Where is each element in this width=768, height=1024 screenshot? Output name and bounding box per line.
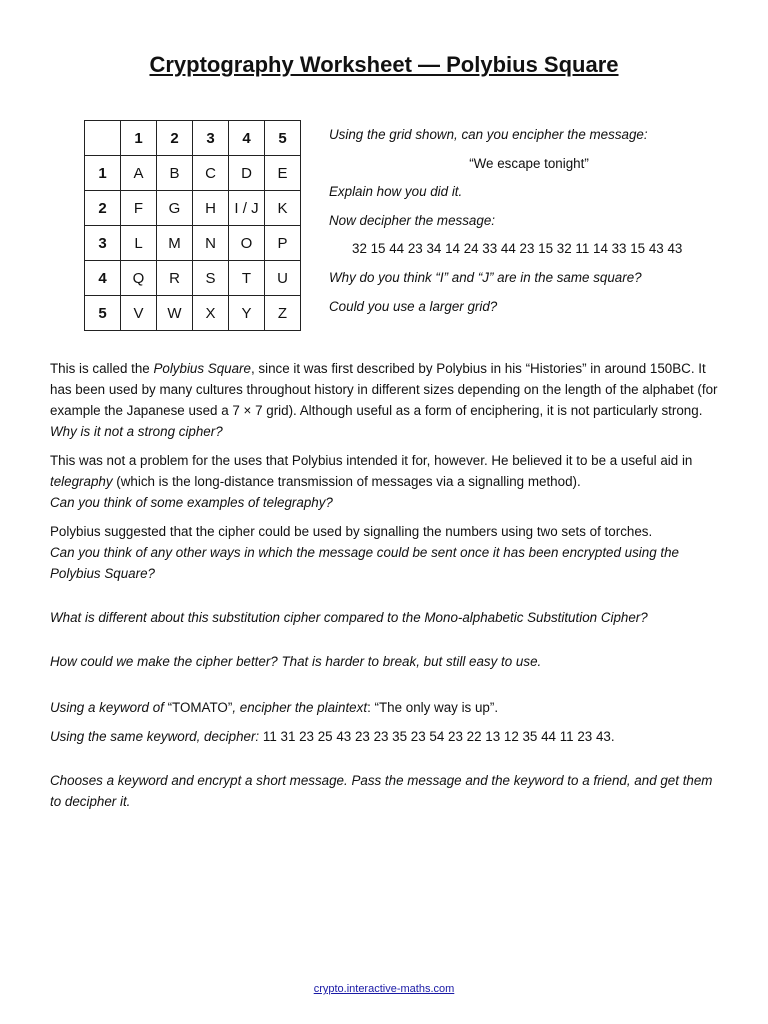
- grid-col-header: 1: [121, 121, 157, 156]
- grid-cell: I / J: [229, 191, 265, 226]
- text-run: This is called the: [50, 361, 154, 376]
- question-strength: Why is it not a strong cipher?: [50, 424, 223, 439]
- grid-corner-cell: [85, 121, 121, 156]
- grid-cell: N: [193, 226, 229, 261]
- grid-cell: T: [229, 261, 265, 296]
- grid-col-header: 5: [265, 121, 301, 156]
- grid-cell: W: [157, 296, 193, 331]
- grid-cell: M: [157, 226, 193, 261]
- grid-cell: L: [121, 226, 157, 261]
- grid-col-header: 3: [193, 121, 229, 156]
- grid-cell: P: [265, 226, 301, 261]
- text-run: , encipher the plaintext: [232, 700, 368, 715]
- grid-col-header: 4: [229, 121, 265, 156]
- grid-cell: F: [121, 191, 157, 226]
- footer-link[interactable]: crypto.interactive-maths.com: [313, 983, 455, 995]
- text-run: (which is the long-distance transmission of messages via a signalling method).: [112, 474, 581, 489]
- keyword-text: “TOMATO”: [167, 700, 233, 715]
- paragraph-telegraphy: [50, 450, 720, 492]
- question-better: How could we make the cipher better? That is harder to break, but still easy to use.: [50, 654, 542, 669]
- grid-cell: E: [265, 156, 301, 191]
- grid-row: [85, 191, 301, 226]
- grid-cell: D: [229, 156, 265, 191]
- grid-cell: S: [193, 261, 229, 296]
- grid-row: [85, 296, 301, 331]
- grid-row-header: 5: [85, 296, 121, 331]
- question-i-j: Why do you think “I” and “J” are in the same square?: [329, 269, 642, 285]
- grid-cell: B: [157, 156, 193, 191]
- grid-cell: C: [193, 156, 229, 191]
- question-telegraphy: Can you think of some examples of telegraphy?: [50, 495, 333, 510]
- paragraph-torches: Polybius suggested that the cipher could be used by signalling the numbers using two sets of torches.: [50, 524, 653, 539]
- polybius-grid: [84, 120, 301, 331]
- question-explain: Explain how you did it.: [329, 184, 463, 200]
- text-run: , since it was first described by Polybius in his “Histories” in around 150BC. It has been used by many cultures throughout history in different sizes depending on the length of the alphabet (for example the Japanese used a 7 × 7 grid). Although useful as a form of enciphering, it is not particularly strong.: [50, 361, 718, 418]
- grid-cell: V: [121, 296, 157, 331]
- grid-col-header: 2: [157, 121, 193, 156]
- grid-row: [85, 156, 301, 191]
- worksheet-body: [50, 358, 720, 812]
- grid-cell: U: [265, 261, 301, 296]
- grid-cell: A: [121, 156, 157, 191]
- grid-cell: G: [157, 191, 193, 226]
- grid-header-row: [85, 121, 301, 156]
- cipher-numbers: 32 15 44 23 34 14 24 33 44 23 15 32 11 14 33 15 43 43: [352, 241, 683, 257]
- grid-cell: H: [193, 191, 229, 226]
- message-text: “We escape tonight”: [469, 155, 589, 171]
- grid-cell: Z: [265, 296, 301, 331]
- question-other-ways: Can you think of any other ways in which the message could be sent once it has been encrypted using the Polybius Square?: [50, 545, 680, 581]
- question-keyword: [50, 697, 720, 718]
- grid-row-header: 1: [85, 156, 121, 191]
- grid-row-header: 3: [85, 226, 121, 261]
- grid-cell: O: [229, 226, 265, 261]
- grid-row-header: 2: [85, 191, 121, 226]
- emphasis-text: telegraphy: [50, 474, 113, 489]
- emphasis-text: Polybius Square: [153, 361, 251, 376]
- grid-cell: R: [157, 261, 193, 296]
- grid-row: [85, 226, 301, 261]
- grid-cell: Q: [121, 261, 157, 296]
- grid-row: [85, 261, 301, 296]
- grid-questions: [329, 126, 729, 326]
- text-run: Using a keyword of: [50, 700, 168, 715]
- grid-cell: K: [265, 191, 301, 226]
- question-choose-keyword: Chooses a keyword and encrypt a short message. Pass the message and the keyword to a friend, and get them to decipher it.: [50, 773, 713, 809]
- question-same-keyword: [50, 726, 720, 747]
- grid-cell: X: [193, 296, 229, 331]
- question-decipher: Now decipher the message:: [329, 212, 495, 228]
- cipher-numbers-2: 11 31 23 25 43 23 23 35 23 54 23 22 13 12 35 44 11 23 43.: [259, 729, 615, 744]
- question-larger-grid: Could you use a larger grid?: [329, 298, 498, 314]
- question-difference: What is different about this substitution cipher compared to the Mono-alphabetic Substitution Cipher?: [50, 610, 648, 625]
- plaintext-text: : “The only way is up”.: [367, 700, 499, 715]
- page-title: Cryptography Worksheet — Polybius Square: [149, 52, 619, 77]
- grid-row-header: 4: [85, 261, 121, 296]
- paragraph-history: [50, 358, 720, 442]
- text-run: This was not a problem for the uses that Polybius intended it for, however. He believed it to be a useful aid in: [50, 453, 693, 468]
- grid-cell: Y: [229, 296, 265, 331]
- question-encipher: Using the grid shown, can you encipher the message:: [329, 127, 648, 142]
- text-run: Using the same keyword, decipher:: [50, 729, 260, 744]
